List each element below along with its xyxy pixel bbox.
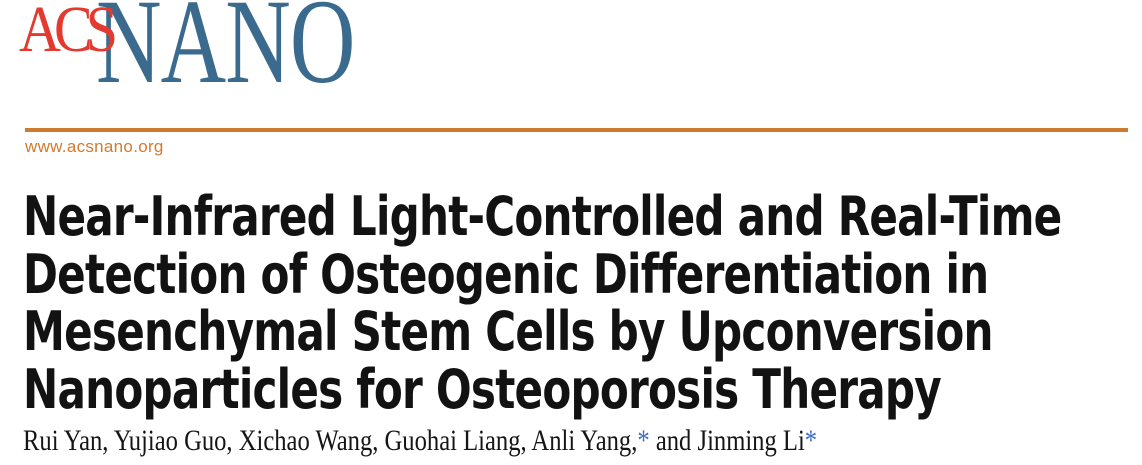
article-title-line: Near-Infrared Light-Controlled and Real-Time: [23, 185, 1062, 248]
acs-nano-journal-logo: [0, 0, 400, 110]
logo-acs-text: ACS: [19, 0, 112, 66]
author-line: [23, 423, 817, 459]
masthead-divider-rule: [25, 128, 1128, 132]
article-title-line: Detection of Osteogenic Differentiation in: [23, 242, 989, 306]
journal-url-link[interactable]: www.acsnano.org: [25, 137, 164, 156]
article-title-line: Nanoparticles for Osteoporosis Therapy: [23, 357, 941, 421]
article-title: [23, 185, 1062, 421]
author-names: Rui Yan, Yujiao Guo, Xichao Wang, Guohai Liang, Anli Yang,: [23, 424, 638, 457]
corresponding-author-asterisk: *: [637, 424, 650, 457]
author-names: and Jinming Li: [649, 424, 805, 457]
article-title-line: Mesenchymal Stem Cells by Upconversion: [23, 300, 993, 363]
logo-nano-text: NANO: [96, 0, 355, 109]
corresponding-author-asterisk: *: [804, 424, 818, 457]
